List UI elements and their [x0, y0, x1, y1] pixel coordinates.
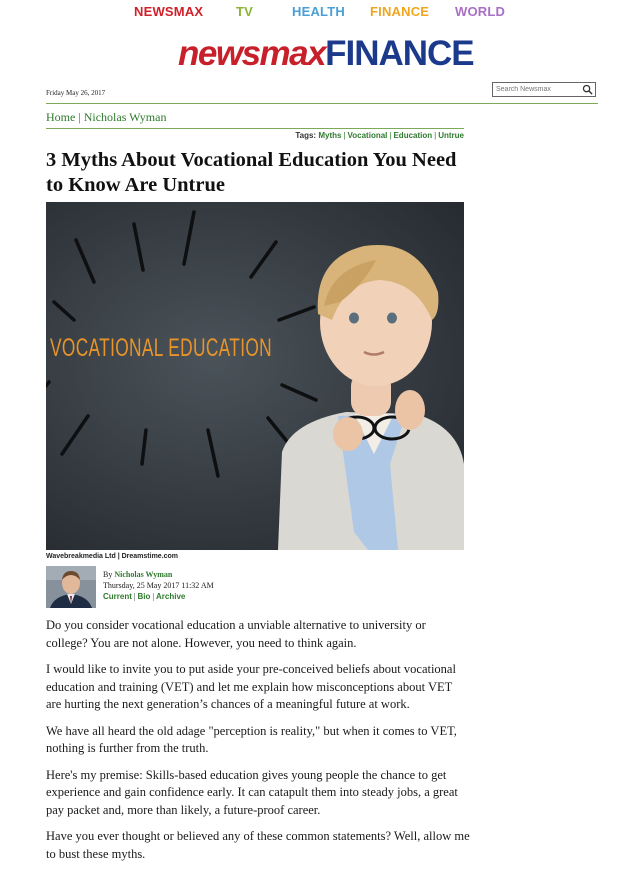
search-icon[interactable]	[582, 84, 593, 95]
article-tags	[46, 131, 464, 140]
search-input[interactable]	[496, 84, 576, 95]
author-link-separator: |	[152, 592, 154, 601]
tag-link[interactable]: Vocational	[347, 131, 388, 140]
author-links	[103, 591, 214, 602]
breadcrumb-home[interactable]: Home	[46, 110, 76, 124]
tag-separator: |	[389, 131, 392, 140]
logo-finance-text: FINANCE	[325, 34, 474, 73]
breadcrumb-separator: |	[78, 110, 81, 124]
tag-separator: |	[434, 131, 437, 140]
nav-link-world[interactable]: WORLD	[455, 4, 506, 19]
article-body	[46, 617, 470, 872]
article-paragraph: We have all heard the old adage "perception is reality," but when it comes to VET, nothing is further from the truth.	[46, 723, 457, 755]
photo-credit: Wavebreakmedia Ltd | Dreamstime.com	[46, 553, 179, 560]
author-current-link[interactable]: Current	[103, 592, 132, 601]
author-name-link[interactable]: Nicholas Wyman	[114, 570, 173, 579]
site-logo[interactable]	[178, 34, 478, 74]
article-paragraph: Here's my premise: Skills-based education gives young people the chance to get experience and gain confidence early. It can catapult them into steady jobs, a great pay packet and, more than likely, a future-proof career.	[46, 767, 458, 817]
child-figure	[278, 245, 464, 550]
article-paragraph: Have you ever thought or believed any of these common statements? Well, allow me to bust these myths.	[46, 829, 470, 861]
nav-link-finance[interactable]: FINANCE	[370, 4, 430, 19]
date-bar	[46, 83, 598, 104]
hero-image	[46, 202, 464, 550]
byline	[103, 569, 214, 602]
article-headline: 3 Myths About Vocational Education You Need to Know Are Untrue	[46, 149, 457, 196]
top-nav	[0, 4, 640, 24]
author-box	[46, 566, 464, 610]
byline-by: By	[103, 570, 113, 579]
hero-illustration	[46, 202, 464, 550]
author-bio-link[interactable]: Bio	[137, 592, 151, 601]
search-box	[492, 82, 596, 97]
nav-link-tv[interactable]: TV	[236, 4, 254, 19]
chalkboard-text: VOCATIONAL EDUCATION	[50, 334, 272, 362]
tag-separator: |	[343, 131, 346, 140]
current-date: Friday May 26, 2017	[46, 89, 106, 97]
author-avatar-image	[46, 566, 96, 608]
tags-label: Tags:	[295, 131, 317, 140]
tag-link[interactable]: Myths	[318, 131, 342, 140]
article-paragraph: Do you consider vocational education a unviable alternative to university or college? You are not alone. However, you need to think again.	[46, 618, 426, 650]
tag-link[interactable]: Untrue	[438, 131, 464, 140]
logo-newsmax-text: newsmax	[178, 34, 326, 73]
author-archive-link[interactable]: Archive	[156, 592, 186, 601]
breadcrumb	[46, 110, 464, 129]
nav-link-newsmax[interactable]: NEWSMAX	[134, 4, 204, 19]
author-link-separator: |	[133, 592, 136, 601]
publish-datetime: Thursday, 25 May 2017 11:32 AM	[103, 581, 214, 590]
tag-link[interactable]: Education	[393, 131, 433, 140]
nav-link-health[interactable]: HEALTH	[292, 4, 345, 19]
article-paragraph: I would like to invite you to put aside your pre-conceived beliefs about vocational education and training (VET) and let me explain how misconceptions about VET are hurting the next generation’s chances of a meaningful future at work.	[46, 662, 456, 711]
author-avatar[interactable]	[46, 566, 96, 608]
breadcrumb-author[interactable]: Nicholas Wyman	[83, 110, 167, 124]
